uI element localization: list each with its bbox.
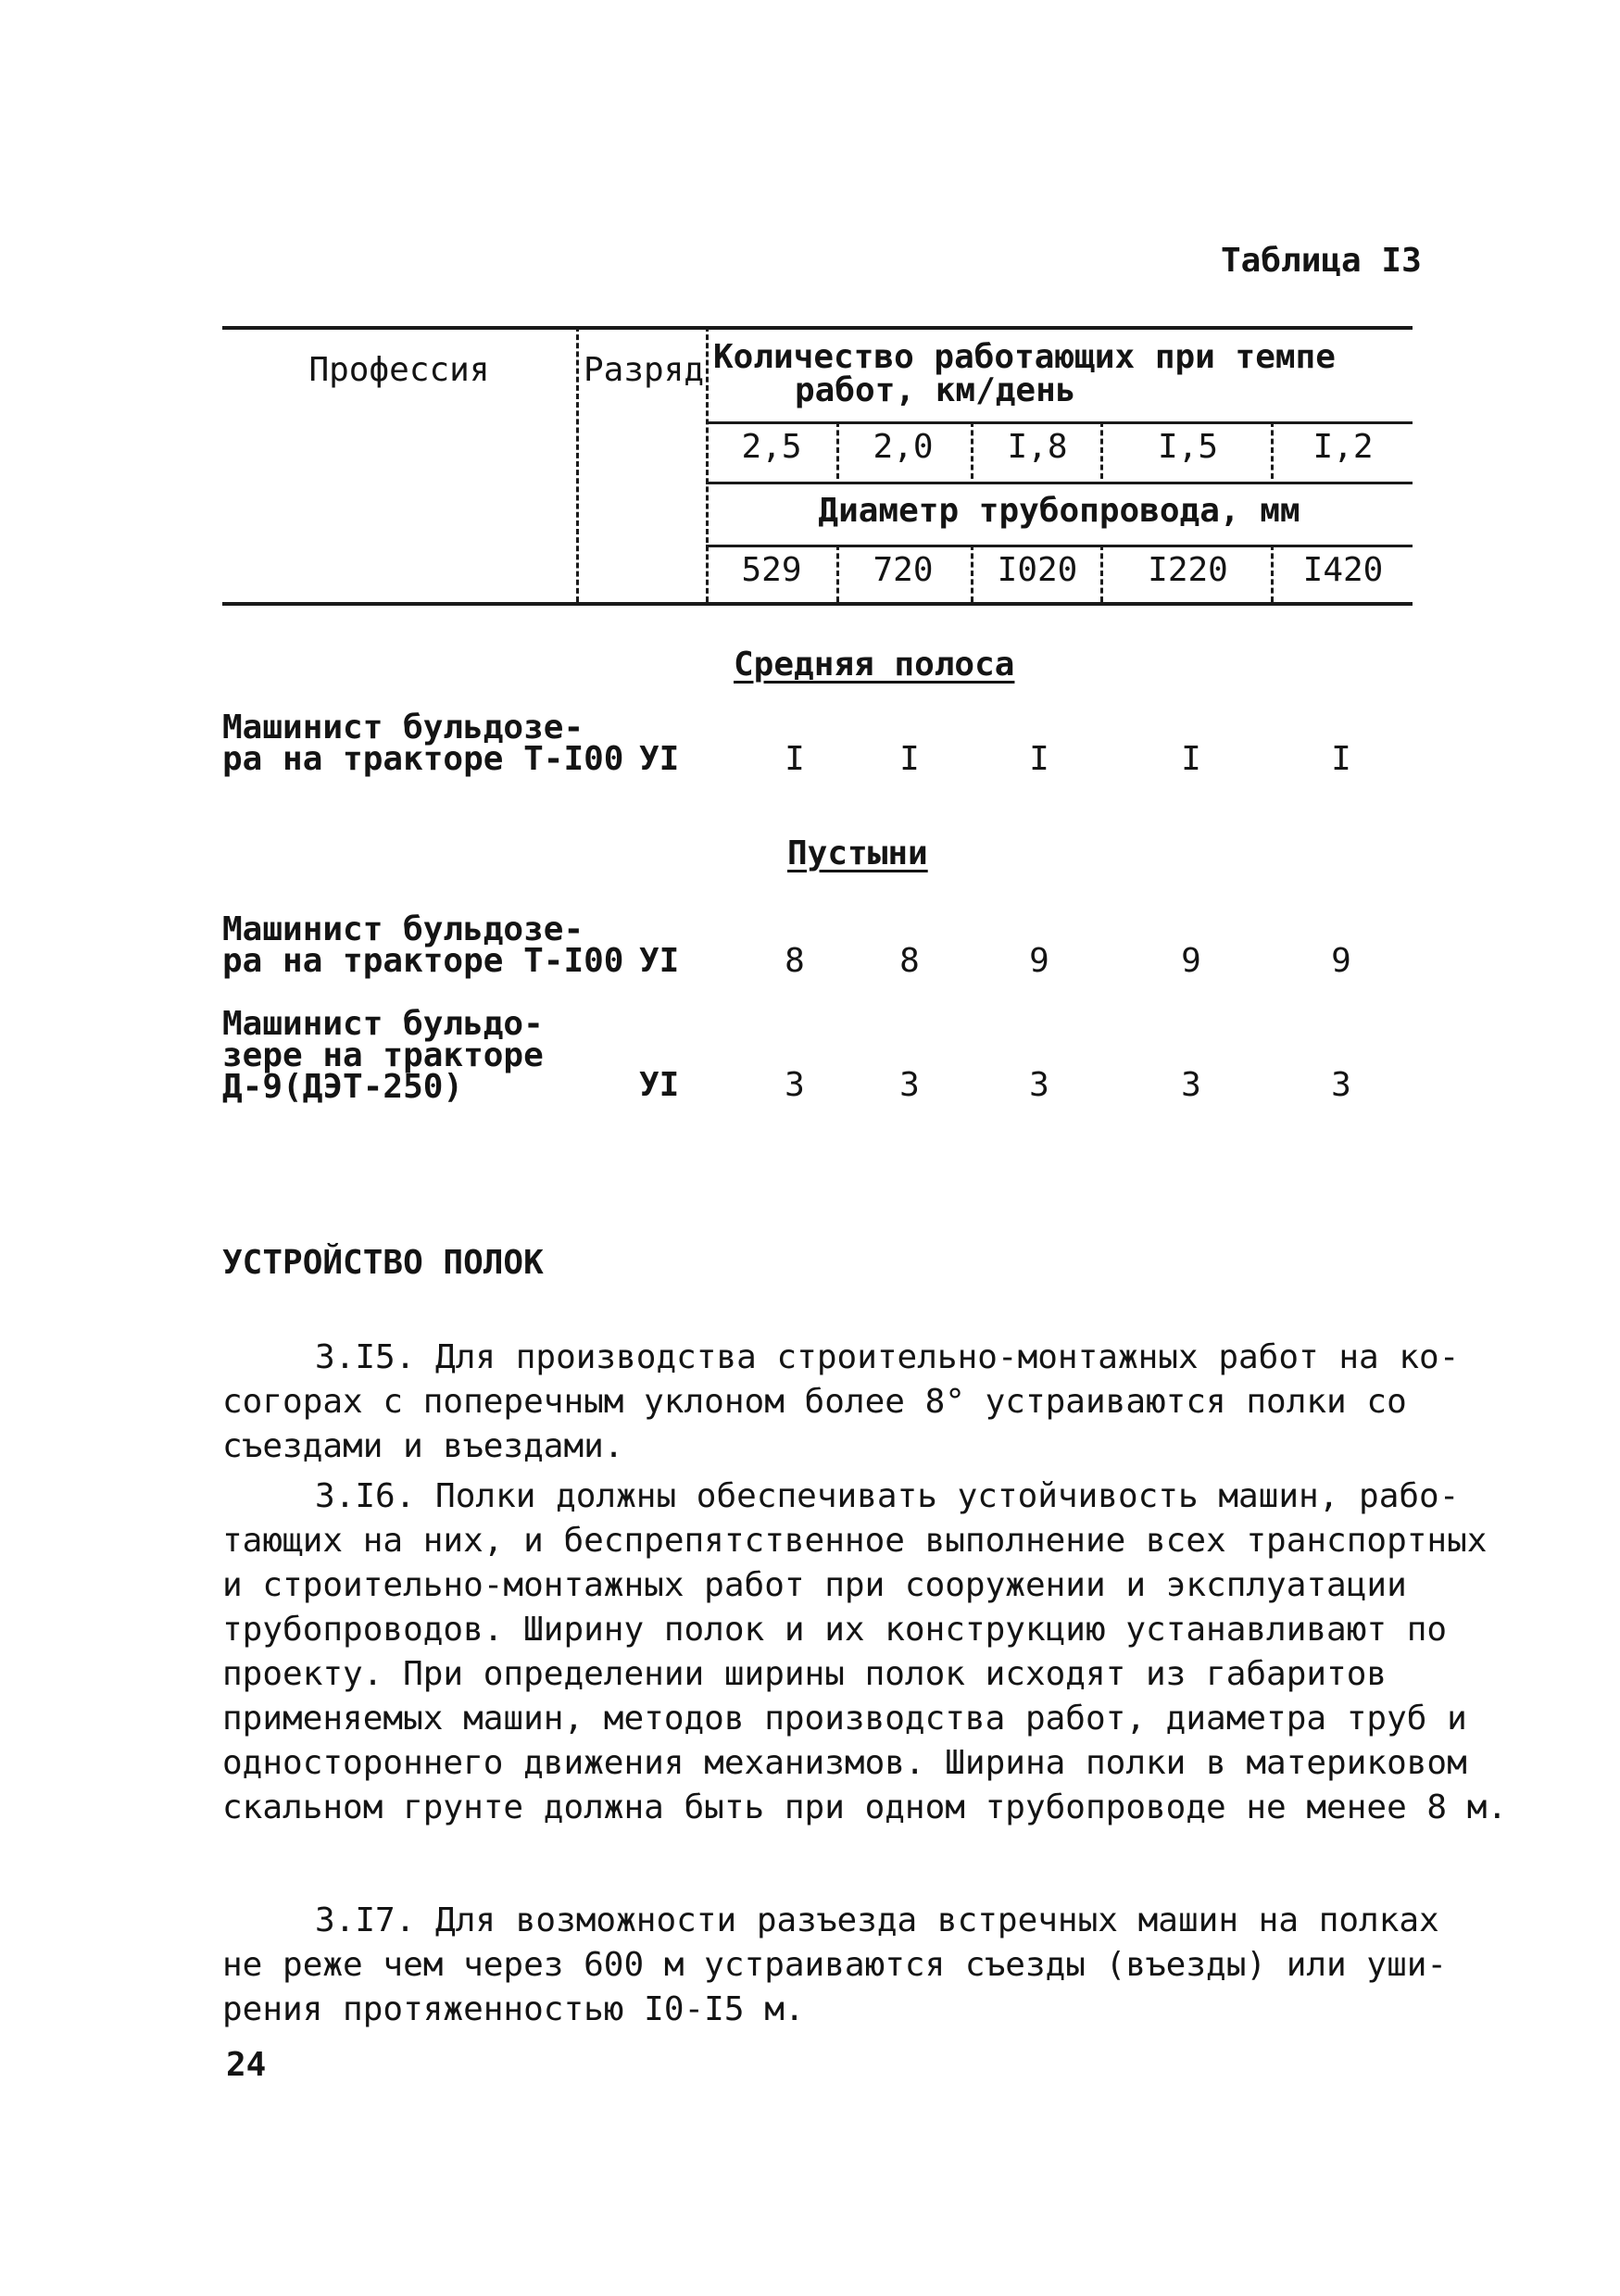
diameter-value: I420 bbox=[1302, 551, 1384, 589]
paragraph-line: одностороннего движения механизмов. Ширина полки в материковом bbox=[222, 1744, 1467, 1782]
paragraph-line: скальном грунте должна быть при одном трубопроводе не менее 8 м. bbox=[222, 1788, 1508, 1826]
row-value: I bbox=[1331, 740, 1351, 778]
table-divider bbox=[1271, 421, 1274, 479]
table-divider bbox=[971, 545, 973, 602]
paragraph-line: согорах с поперечным уклоном более 8° устраиваются полки со bbox=[222, 1383, 1407, 1421]
paragraph-line: применяемых машин, методов производства работ, диаметра труб и bbox=[222, 1700, 1467, 1738]
tempo-value: 2,5 bbox=[741, 428, 802, 466]
table-top-rule bbox=[222, 326, 1413, 330]
section-heading: УСТРОЙСТВО ПОЛОК bbox=[222, 1244, 544, 1282]
diameter-value: 529 bbox=[741, 551, 802, 589]
section-title: Пустыни bbox=[787, 834, 928, 872]
tempo-value: I,8 bbox=[1007, 428, 1068, 466]
paragraph-3-15 bbox=[222, 1336, 1460, 1469]
row-value: I bbox=[1181, 740, 1201, 778]
table-divider bbox=[1100, 421, 1103, 479]
row-value: I bbox=[1029, 740, 1049, 778]
paragraph-line: трубопроводов. Ширину полок и их конструкцию устанавливают по bbox=[222, 1611, 1448, 1649]
row-value: 3 bbox=[1331, 1066, 1351, 1104]
paragraph-line: съездами и въездами. bbox=[222, 1427, 624, 1465]
paragraph-line: 3.I6. Полки должны обеспечивать устойчивость машин, рабо- bbox=[315, 1477, 1460, 1515]
table-divider bbox=[971, 421, 973, 479]
table-divider-grade bbox=[706, 326, 709, 602]
row-value: 3 bbox=[1181, 1066, 1201, 1104]
row-value: I bbox=[899, 740, 920, 778]
diameter-value: 720 bbox=[873, 551, 934, 589]
paragraph-3-17 bbox=[222, 1899, 1448, 2032]
row-value: 9 bbox=[1331, 942, 1351, 980]
paragraph-line: 3.I7. Для возможности разъезда встречных машин на полках bbox=[315, 1901, 1439, 1939]
row-profession-line: Машинист бульдозе- bbox=[222, 709, 584, 747]
diameter-value: I020 bbox=[997, 551, 1078, 589]
row-value: 8 bbox=[785, 942, 805, 980]
header-profession: Профессия bbox=[308, 351, 490, 389]
page-number: 24 bbox=[226, 2046, 267, 2084]
table-divider bbox=[836, 421, 839, 479]
table-divider-profession bbox=[576, 326, 579, 602]
row-value: 9 bbox=[1029, 942, 1049, 980]
paragraph-line: 3.I5. Для производства строительно-монтажных работ на ко- bbox=[315, 1338, 1460, 1376]
tempo-value: I,2 bbox=[1312, 428, 1374, 466]
row-profession-line: зере на тракторе bbox=[222, 1036, 544, 1074]
row-value: 8 bbox=[899, 942, 920, 980]
row-grade: УI bbox=[639, 1066, 680, 1104]
paragraph-line: рения протяженностью I0-I5 м. bbox=[222, 1990, 805, 2028]
tempo-value: I,5 bbox=[1157, 428, 1219, 466]
table-divider bbox=[1100, 545, 1103, 602]
diameter-header: Диаметр трубопровода, мм bbox=[818, 492, 1300, 530]
table-diameter-header-rule bbox=[706, 482, 1413, 484]
section-title: Средняя полоса bbox=[734, 646, 1015, 684]
paragraph-line: не реже чем через 600 м устраиваются съезды (въезды) или уши- bbox=[222, 1946, 1448, 1984]
row-value: 3 bbox=[1029, 1066, 1049, 1104]
row-grade: УI bbox=[639, 740, 680, 778]
row-profession-line: Машинист бульдозе- bbox=[222, 910, 584, 948]
paragraph-line: и строительно-монтажных работ при сооружении и эксплуатации bbox=[222, 1566, 1407, 1604]
table-label: Таблица I3 bbox=[1221, 242, 1422, 280]
row-profession-line: ра на тракторе Т-I00 bbox=[222, 740, 624, 778]
row-profession-line: Машинист бульдо- bbox=[222, 1005, 544, 1043]
row-value: 3 bbox=[785, 1066, 805, 1104]
row-value: 3 bbox=[899, 1066, 920, 1104]
row-profession-line: Д-9(ДЭТ-250) bbox=[222, 1068, 464, 1106]
table-diameter-values-rule bbox=[706, 545, 1413, 547]
row-grade: УI bbox=[639, 942, 680, 980]
diameter-value: I220 bbox=[1148, 551, 1228, 589]
table-divider bbox=[836, 545, 839, 602]
tempo-value: 2,0 bbox=[873, 428, 934, 466]
row-profession-line: ра на тракторе Т-I00 bbox=[222, 942, 624, 980]
header-count-line2: работ, км/день bbox=[795, 371, 1076, 409]
table-tempo-top-rule bbox=[706, 421, 1413, 424]
paragraph-3-16 bbox=[222, 1474, 1508, 1830]
table-divider bbox=[1271, 545, 1274, 602]
paragraph-line: тающих на них, и беспрепятственное выполнение всех транспортных bbox=[222, 1522, 1488, 1560]
header-grade: Разряд bbox=[584, 351, 705, 389]
row-value: I bbox=[785, 740, 805, 778]
paragraph-line: проекту. При определении ширины полок исходят из габаритов bbox=[222, 1655, 1388, 1693]
table-bottom-rule bbox=[222, 602, 1413, 606]
row-value: 9 bbox=[1181, 942, 1201, 980]
header-count-line1: Количество работающих при темпе bbox=[713, 338, 1336, 376]
